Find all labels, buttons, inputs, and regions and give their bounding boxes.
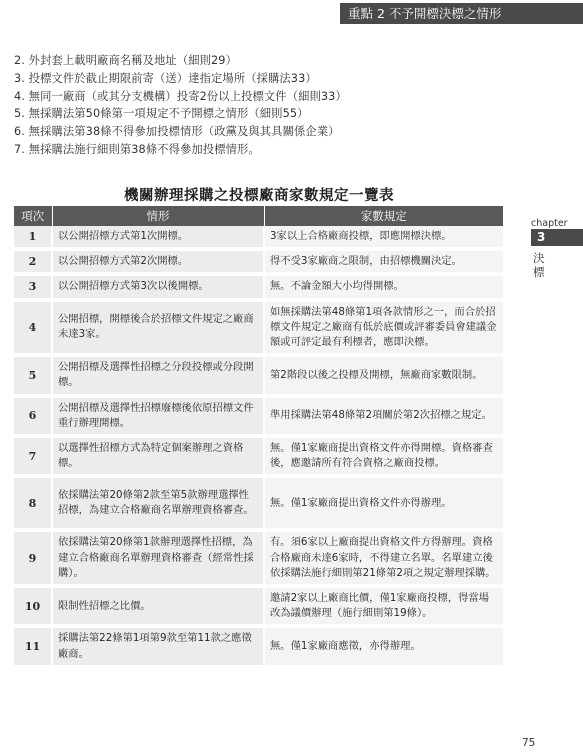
count-rule-cell: 無。僅1家廠商提出資格文件亦得辦理。 — [264, 476, 503, 530]
column-header-situation: 情形 — [52, 206, 264, 226]
column-header-count: 家數規定 — [264, 206, 503, 226]
rule-list — [14, 52, 514, 159]
situation-cell: 公開招標及選擇性招標廢標後依原招標文件重行辦理開標。 — [52, 396, 264, 436]
situation-cell: 以公開招標方式第2次開標。 — [52, 249, 264, 274]
bidder-count-table — [14, 206, 503, 669]
situation-cell: 限制性招標之比價。 — [52, 586, 264, 626]
chapter-number: 3 — [531, 229, 583, 246]
list-item: 2. 外封套上載明廠商名稱及地址（細則29） — [14, 54, 237, 67]
count-rule-cell: 無。不論金額大小均得開標。 — [264, 274, 503, 299]
row-number: 4 — [14, 300, 52, 356]
situation-cell: 採購法第22條第1項第9款至第11款之應徵廠商。 — [52, 626, 264, 666]
situation-cell: 以公開招標方式第3次以後開標。 — [52, 274, 264, 299]
situation-cell: 以選擇性招標方式為特定個案辦理之資格標。 — [52, 436, 264, 476]
row-number: 8 — [14, 476, 52, 530]
table-row — [14, 274, 503, 299]
count-rule-cell: 準用採購法第48條第2項關於第2次招標之規定。 — [264, 396, 503, 436]
count-rule-cell: 邀請2家以上廠商比價，僅1家廠商投標，得當場改為議價辦理（施行細則第19條）。 — [264, 586, 503, 626]
table-row — [14, 626, 503, 666]
count-rule-cell: 無。僅1家廠商提出資格文件亦得開標。資格審查後，應邀請所有符合資格之廠商投標。 — [264, 436, 503, 476]
table-row — [14, 226, 503, 249]
situation-cell: 依採購法第20條第2款至第5款辦理選擇性招標，為建立合格廠商名單辦理資格審查。 — [52, 476, 264, 530]
table-row — [14, 530, 503, 586]
count-rule-cell: 第2階段以後之投標及開標，無廠商家數限制。 — [264, 355, 503, 395]
row-number: 2 — [14, 249, 52, 274]
situation-cell: 以公開招標方式第1次開標。 — [52, 226, 264, 249]
list-item: 3. 投標文件於截止期限前寄（送）達指定場所（採購法33） — [14, 71, 317, 85]
list-item: 4. 無同一廠商（或其分支機構）投寄2份以上投標文件（細則33） — [14, 89, 347, 103]
list-item: 7. 無採購法施行細則第38條不得參加投標情形。 — [14, 142, 260, 156]
situation-cell: 依採購法第20條第1款辦理選擇性招標，為建立合格廠商名單辦理資格審查（經常性採購）。 — [52, 530, 264, 586]
row-number: 5 — [14, 355, 52, 395]
count-rule-cell: 如無採購法第48條第1項各款情形之一，而合於招標文件規定之廠商有低於底價或評審委員會建議金額或可評定最有利標者，應即決標。 — [264, 300, 503, 356]
list-item: 5. 無採購法第50條第一項規定不予開標之情形（細則55） — [14, 107, 309, 121]
row-number: 11 — [14, 626, 52, 666]
count-rule-cell: 得不受3家廠商之限制，由招標機關決定。 — [264, 249, 503, 274]
table-row — [14, 476, 503, 530]
row-number: 7 — [14, 436, 52, 476]
situation-cell: 公開招標，開標後合於招標文件規定之廠商未達3家。 — [52, 300, 264, 356]
table-row — [14, 355, 503, 395]
table-title: 機關辦理採購之投標廠商家數規定一覽表 — [124, 188, 394, 204]
row-number: 1 — [14, 226, 52, 249]
situation-cell: 公開招標及選擇性招標之分段投標或分段開標。 — [52, 355, 264, 395]
row-number: 6 — [14, 396, 52, 436]
table-row — [14, 396, 503, 436]
table-header-row — [14, 206, 503, 226]
count-rule-cell: 3家以上合格廠商投標，即應開標決標。 — [264, 226, 503, 249]
list-item: 6. 無採購法第38條不得參加投標情形（政黨及與其具關係企業） — [14, 125, 340, 139]
table-row — [14, 436, 503, 476]
table-row — [14, 300, 503, 356]
chapter-label: chapter — [531, 218, 568, 229]
table-row — [14, 586, 503, 626]
page-number: 75 — [522, 737, 536, 749]
chapter-title: 決標 — [533, 251, 545, 279]
row-number: 9 — [14, 530, 52, 586]
table-row — [14, 249, 503, 274]
count-rule-cell: 無。僅1家廠商應徵，亦得辦理。 — [264, 626, 503, 666]
section-header: 重點 2 不予開標決標之情形 — [340, 3, 583, 24]
count-rule-cell: 有。須6家以上廠商提出資格文件方得辦理。資格合格廠商未達6家時，不得建立名單。名單建立後依採購法施行細則第21條第2項之規定辦理採購。 — [264, 530, 503, 586]
column-header-num: 項次 — [14, 206, 52, 226]
row-number: 3 — [14, 274, 52, 299]
row-number: 10 — [14, 586, 52, 626]
